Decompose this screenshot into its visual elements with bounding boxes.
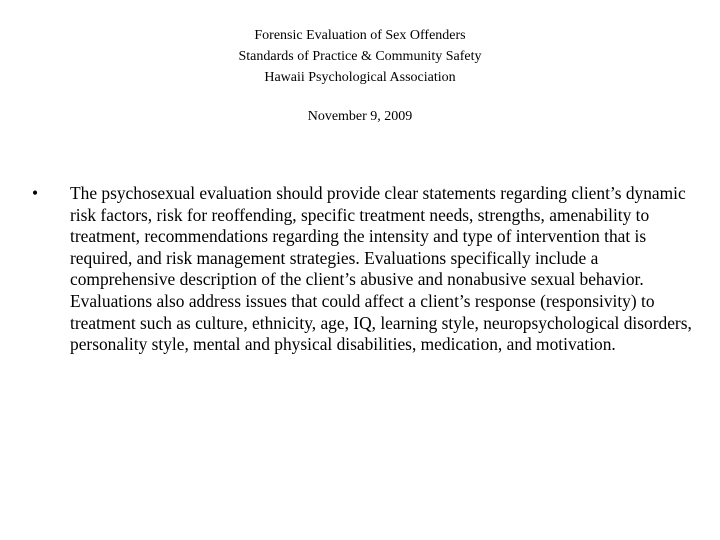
title-line-3: Hawaii Psychological Association: [264, 70, 456, 85]
title-line-2: Standards of Practice & Community Safety: [238, 49, 482, 64]
bullet-list: [32, 183, 692, 356]
title-line-1: Forensic Evaluation of Sex Offenders: [254, 28, 466, 43]
bullet-text: The psychosexual evaluation should provide clear statements regarding client’s dynamic risk factors, risk for reoffending, specific treatment needs, strengths, amenability to treatment, recommendations regarding the intensity and type of intervention that is required, and risk management strategies. Evaluations specifically include a comprehensive description of the client’s abusive and nonabusive sexual behavior. Evaluations also address issues that could affect a client’s response (responsivity) to treatment such as culture, ethnicity, age, IQ, learning style, neuropsychological disorders, personality style, mental and physical disabilities, medication, and motivation.: [70, 183, 692, 355]
header-block: [0, 25, 720, 88]
bullet-item: [32, 183, 692, 356]
presentation-date: November 9, 2009: [307, 109, 413, 124]
bullet-marker: •: [32, 183, 39, 203]
